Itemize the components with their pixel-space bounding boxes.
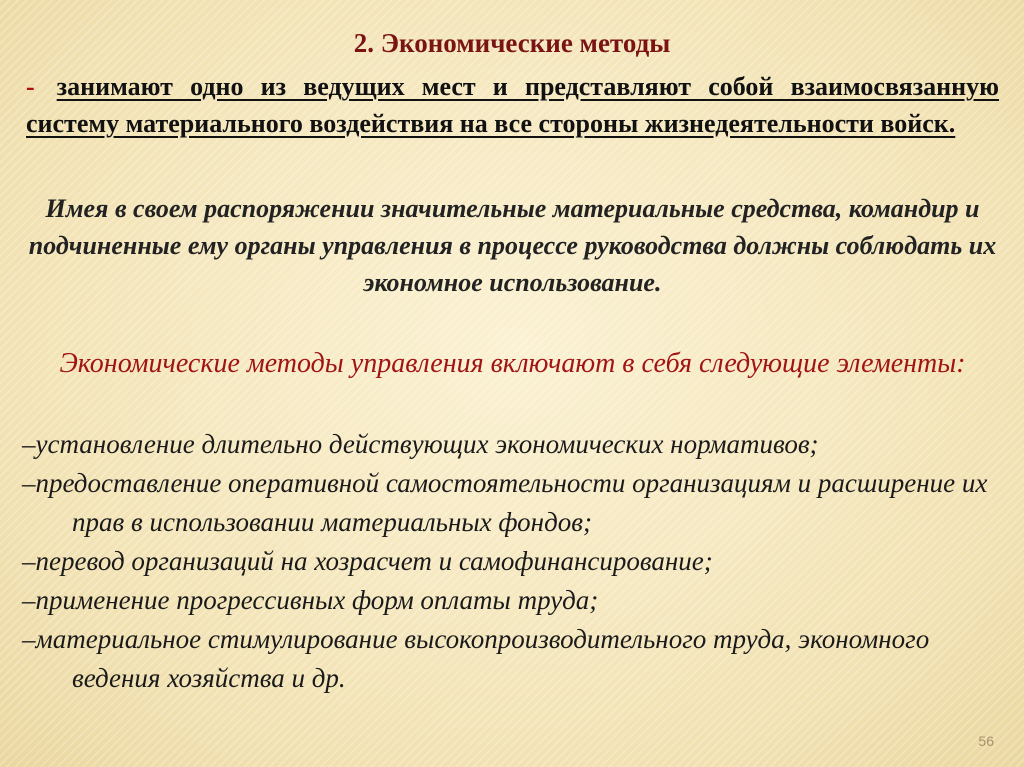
list-item: –перевод организаций на хозрасчет и самофинансирование; (22, 546, 713, 576)
page-number: 56 (978, 733, 994, 749)
note-paragraph: Имея в своем распоряжении значительные материальные средства, командир и подчиненные ему органы управления в процессе руководства должны соблюдать их экономное использование. (28, 194, 997, 297)
list-item: –материальное стимулирование высокопроизводительного труда, экономного ведения хозяйства и др. (22, 624, 930, 693)
elements-list (22, 425, 1007, 698)
list-item: –применение прогрессивных форм оплаты труда; (22, 585, 599, 615)
heading-text: 2. Экономические методы (353, 28, 671, 58)
slide-heading (0, 26, 1024, 60)
list-item: –предоставление оперативной самостоятельности организациям и расширение их прав в использовании материальных фондов; (22, 468, 988, 537)
definition-text: занимают одно из ведущих мест и представляют собой взаимосвязанную систему материального воздействия на все стороны жизнедеятельности войск. (26, 72, 999, 138)
elements-intro: Экономические методы управления включают в себя следующие элементы: (59, 348, 966, 379)
definition-dash: - (26, 72, 35, 101)
definition-paragraph (26, 68, 999, 142)
list-item: –установление длительно действующих экономических нормативов; (22, 429, 819, 459)
